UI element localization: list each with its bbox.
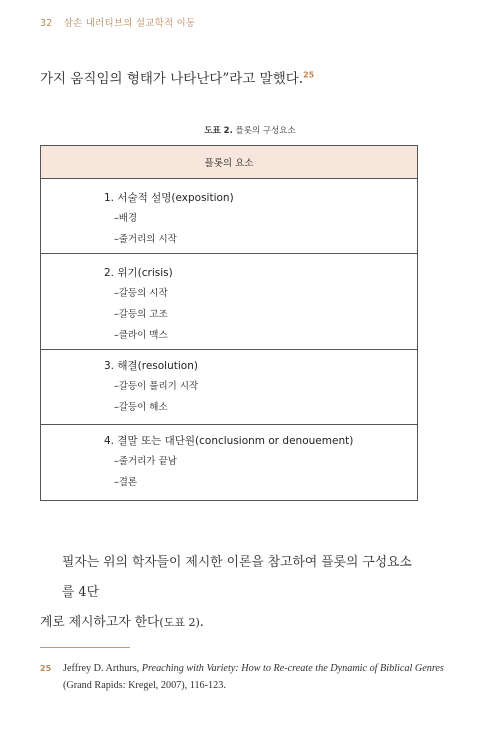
table-section-crisis bbox=[41, 254, 417, 350]
lead-paragraph bbox=[40, 67, 314, 87]
footnote-number: 25 bbox=[40, 664, 52, 673]
section-title: 3. 해결(resolution) bbox=[104, 360, 198, 372]
section-item: –갈등의 시작 bbox=[114, 288, 168, 299]
footnote-reference[interactable]: 25 bbox=[303, 70, 315, 80]
section-item: –클라이 맥스 bbox=[114, 330, 168, 341]
table-header-label: 플롯의 요소 bbox=[204, 158, 254, 169]
table-section-resolution bbox=[41, 350, 417, 425]
footnote-author: Jeffrey D. Arthurs, bbox=[63, 663, 142, 674]
section-item: –줄거리의 시작 bbox=[114, 234, 177, 245]
page-number: 32 bbox=[40, 18, 53, 29]
table-caption bbox=[0, 124, 500, 136]
caption-label: 도표 2. bbox=[204, 126, 233, 136]
footnote-divider bbox=[40, 647, 130, 648]
running-title: 삼손 내러티브의 설교학적 이동 bbox=[63, 18, 196, 29]
body-line-end: . bbox=[199, 615, 204, 630]
lead-text: 가지 움직임의 형태가 나타난다”라고 말했다. bbox=[40, 71, 304, 87]
table-reference: (도표 2) bbox=[159, 616, 200, 629]
footnote-book-title: Preaching with Variety: How to Re-create the Dynamic of Biblical Genres bbox=[141, 663, 444, 674]
section-item: –갈등이 해소 bbox=[114, 402, 168, 413]
footnote-body bbox=[63, 660, 460, 694]
footnote bbox=[40, 660, 460, 694]
section-item: –줄거리가 끝남 bbox=[114, 456, 177, 467]
plot-elements-table bbox=[40, 145, 418, 501]
body-paragraph bbox=[40, 548, 422, 638]
section-item: –배경 bbox=[114, 213, 138, 224]
section-item: –갈등이 풀리기 시작 bbox=[114, 381, 199, 392]
section-item: –갈등의 고조 bbox=[114, 309, 168, 320]
body-line bbox=[40, 608, 422, 638]
section-item: –결론 bbox=[114, 477, 138, 488]
table-section-exposition bbox=[41, 179, 417, 254]
section-title: 2. 위기(crisis) bbox=[104, 267, 173, 279]
table-section-conclusion bbox=[41, 425, 417, 500]
section-title: 1. 서술적 설명(exposition) bbox=[104, 192, 234, 204]
footnote-publication: (Grand Rapids: Kregel, 2007), 116-123. bbox=[63, 680, 226, 691]
caption-title: 플롯의 구성요소 bbox=[235, 126, 296, 136]
table-header bbox=[41, 146, 417, 179]
running-header bbox=[40, 15, 195, 29]
section-title: 4. 결말 또는 대단원(conclusionm or denouement) bbox=[104, 435, 354, 447]
footnote-line bbox=[63, 660, 460, 677]
body-line: 필자는 위의 학자들이 제시한 이론을 참고하여 플롯의 구성요소를 4단 bbox=[62, 555, 412, 600]
body-line-text: 계로 제시하고자 한다 bbox=[40, 615, 160, 630]
